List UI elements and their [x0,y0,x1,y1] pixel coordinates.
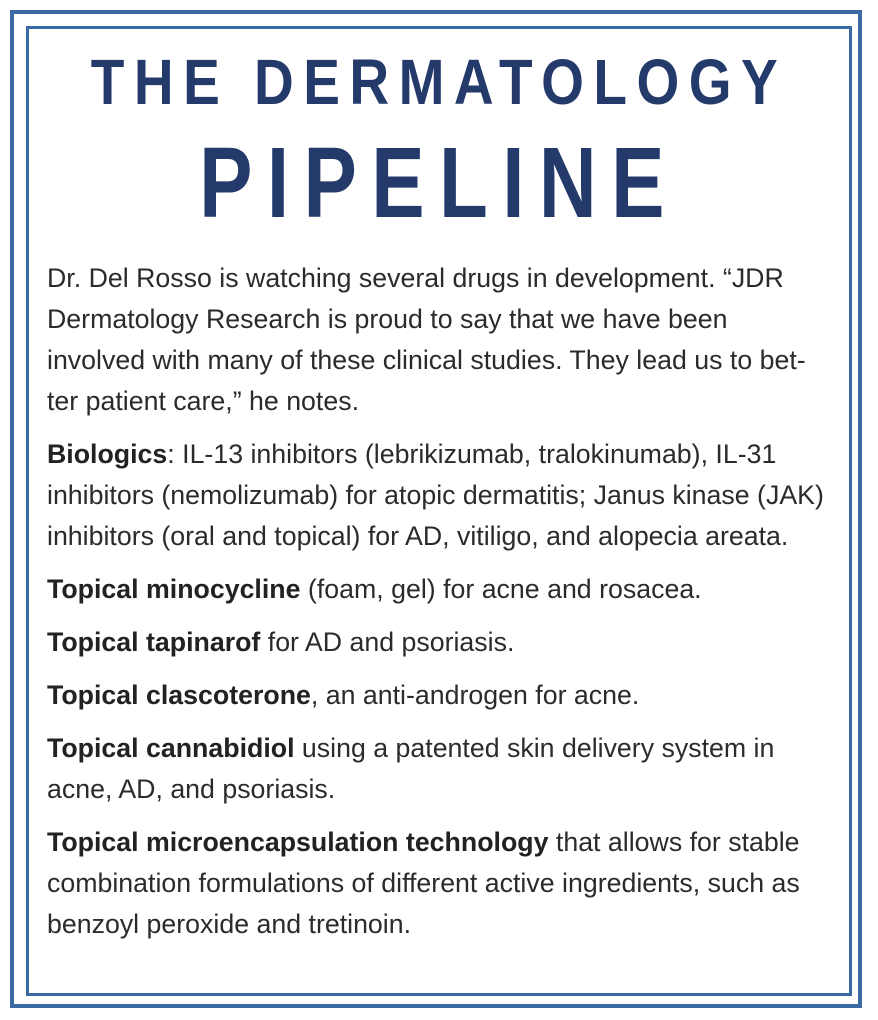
item-line: inhibitors (oral and topical) for AD, vitiligo, and alopecia areata. [47,521,789,551]
item-line: benzoyl peroxide and tretinoin. [47,909,412,939]
item-text: , an anti-androgen for acne. [310,680,640,710]
title-line-2: PIPELINE [199,127,679,239]
item-lead: Topical microencapsulation technology [47,827,549,857]
pipeline-item-clascoterone [47,675,837,716]
sidebar-body [47,258,837,957]
item-lead: Topical tapinarof [47,627,261,657]
item-text: (foam, gel) for acne and rosacea. [300,574,702,604]
item-first-line [47,622,829,663]
item-lead: Biologics [47,439,168,469]
item-text: for AD and psoriasis. [260,627,515,657]
item-text: that allows for stable [548,827,800,857]
intro-line: ter patient care,” he notes. [47,386,360,416]
item-first-line [47,675,829,716]
pipeline-item-tapinarof [47,622,837,663]
intro-line: Dermatology Research is proud to say that we have been [47,304,728,334]
item-first-line [47,728,829,769]
item-first-line [47,434,829,475]
item-text: using a patented skin delivery system in [294,733,775,763]
item-text: : IL-13 inhibitors (lebrikizumab, tralokinumab), IL-31 [167,439,777,469]
item-lead: Topical clascoterone [47,680,311,710]
item-lead: Topical minocycline [47,574,301,604]
title-line-1: THE DERMATOLOGY [90,46,788,118]
item-first-line [47,822,829,863]
item-lead: Topical cannabidiol [47,733,295,763]
item-line: combination formulations of different active ingredients, such as [47,868,800,898]
pipeline-item-minocycline [47,569,837,610]
pipeline-item-cannabidiol [47,728,837,810]
pipeline-item-biologics [47,434,837,557]
pipeline-item-microencapsulation [47,822,837,945]
item-line: inhibitors (nemolizumab) for atopic dermatitis; Janus kinase (JAK) [47,480,824,510]
item-line: acne, AD, and psoriasis. [47,774,336,804]
intro-line: involved with many of these clinical studies. They lead us to bet- [47,345,806,375]
intro-line: Dr. Del Rosso is watching several drugs in development. “JDR [47,263,784,293]
item-first-line [47,569,829,610]
intro-paragraph [47,258,837,422]
